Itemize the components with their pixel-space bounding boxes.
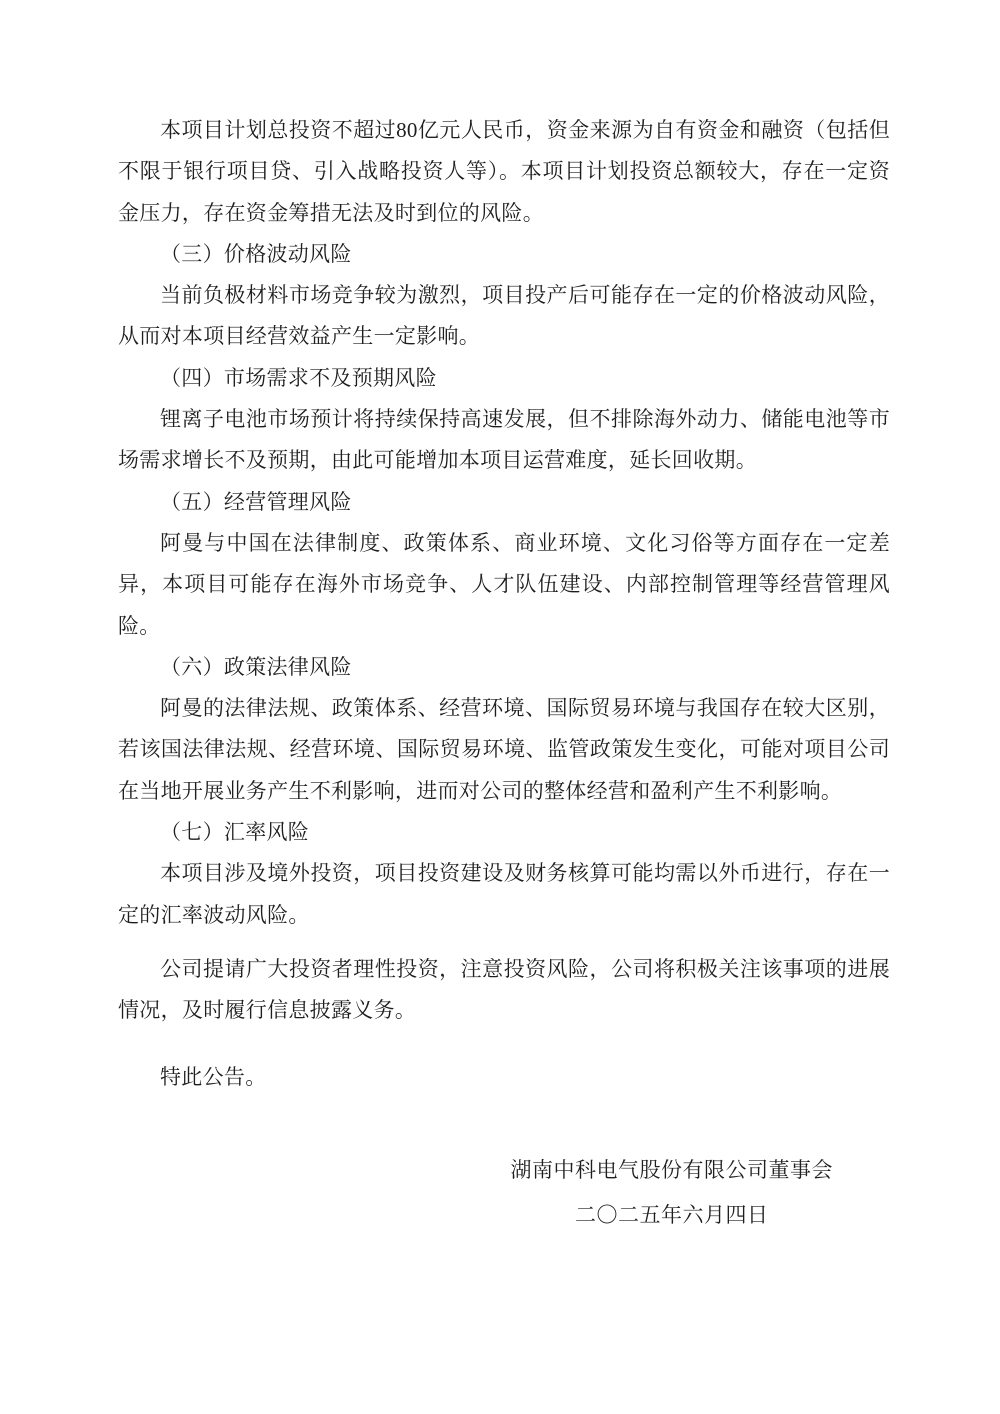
section-heading-policy-risk: （六）政策法律风险 <box>160 654 352 679</box>
signature-block <box>511 1150 834 1237</box>
paragraph-policy-risk: 阿曼的法律法规、政策体系、经营环境、国际贸易环境与我国存在较大区别，若该国法律法规、经营环境、国际贸易环境、监管政策发生变化，可能对项目公司在当地开展业务产生不利影响，进而对公司的整体经营和盈利产生不利影响。 <box>118 696 890 803</box>
paragraph-closing-announcement: 特此公告。 <box>160 1064 267 1089</box>
signature-date: 二〇二五年六月四日 <box>575 1203 769 1228</box>
paragraph-price-risk: 当前负极材料市场竞争较为激烈，项目投产后可能存在一定的价格波动风险，从而对本项目经营效益产生一定影响。 <box>118 283 890 349</box>
document-body <box>118 110 890 1098</box>
paragraph-management-risk: 阿曼与中国在法律制度、政策体系、商业环境、文化习俗等方面存在一定差异，本项目可能存在海外市场竞争、人才队伍建设、内部控制管理等经营管理风险。 <box>118 530 890 638</box>
section-heading-demand-risk: （四）市场需求不及预期风险 <box>160 365 437 390</box>
paragraph-demand-risk: 锂离子电池市场预计将持续保持高速发展，但不排除海外动力、储能电池等市场需求增长不及预期，由此可能增加本项目运营难度，延长回收期。 <box>118 407 890 473</box>
section-heading-fx-risk: （七）汇率风险 <box>160 820 310 845</box>
section-heading-price-risk: （三）价格波动风险 <box>160 241 352 266</box>
section-heading-management-risk: （五）经营管理风险 <box>160 489 352 514</box>
paragraph-investor-notice: 公司提请广大投资者理性投资，注意投资风险，公司将积极关注该事项的进展情况，及时履行信息披露义务。 <box>118 956 890 1023</box>
paragraph-funding-risk: 本项目计划总投资不超过80亿元人民币，资金来源为自有资金和融资（包括但不限于银行项目贷、引入战略投资人等）。本项目计划投资总额较大，存在一定资金压力，存在资金筹措无法及时到位的风险。 <box>118 118 890 225</box>
paragraph-fx-risk: 本项目涉及境外投资，项目投资建设及财务核算可能均需以外币进行，存在一定的汇率波动风险。 <box>118 861 890 927</box>
signature-company-board: 湖南中科电气股份有限公司董事会 <box>510 1157 833 1182</box>
